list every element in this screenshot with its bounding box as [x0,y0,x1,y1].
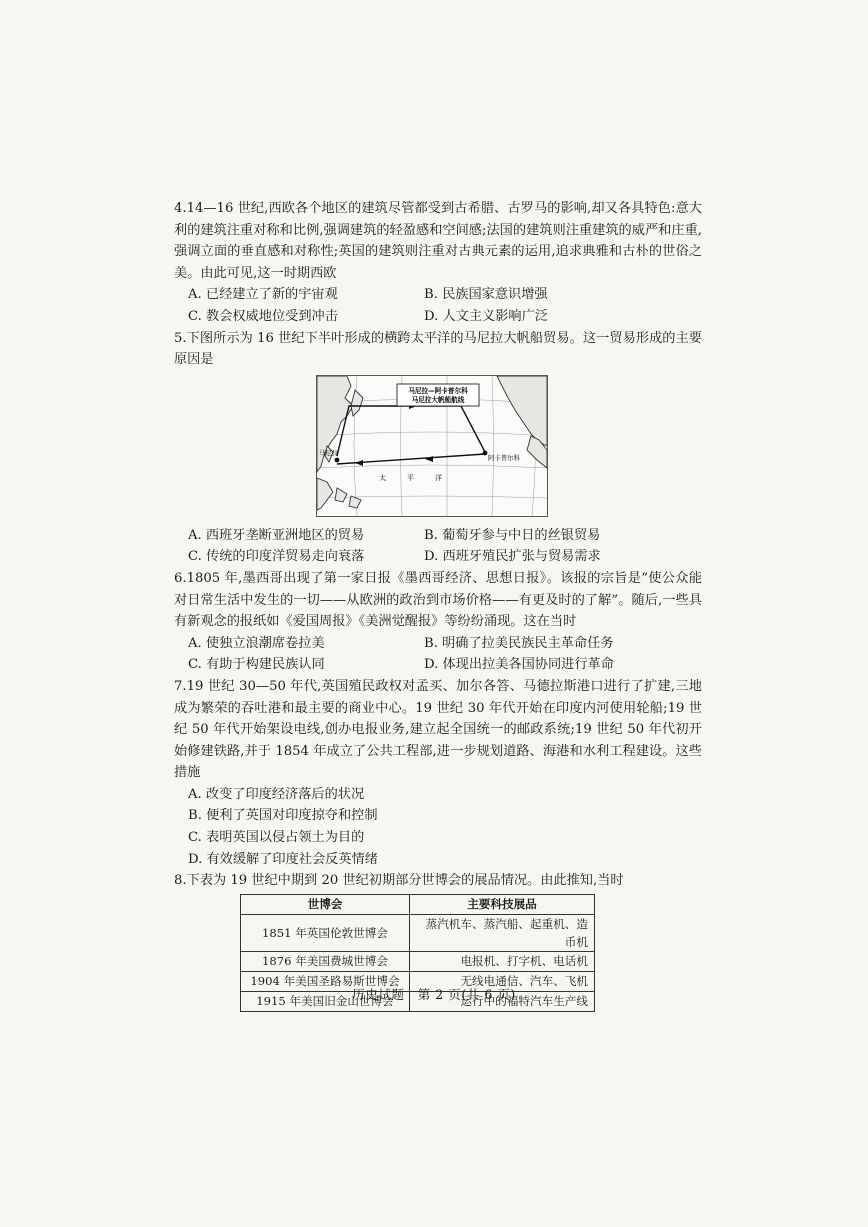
map-svg [317,376,547,516]
option-b: B. 明确了拉美民族民主革命任务 [424,635,614,651]
table-cell-exhibits: 无线电通信、汽车、飞机 [410,971,595,991]
table-row [241,951,595,971]
question-4-stem: 4.14—16 世纪,西欧各个地区的建筑尽管都受到古希腊、古罗马的影响,却又各具特色:意大利的建筑注重对称和比例,强调建筑的轻盈感和空间感;法国的建筑则注重建筑的威严和庄重,强调立面的垂直感和对称性;英国的建筑则注重对古典元素的运用,追求典雅和古朴的世俗之美。由此可见,这一时期西欧 [174,201,702,281]
option-c: C. 教会权威地位受到冲击 [188,308,338,324]
option-a: A. 使独立浪潮席卷拉美 [188,635,325,651]
option-a: A. 西班牙垄断亚洲地区的贸易 [188,527,365,543]
table-header-row [241,894,595,914]
table-cell-exhibits: 电报机、打字机、电话机 [410,951,595,971]
option-c: C. 表明英国以侵占领土为目的 [188,830,365,846]
question-6 [174,568,702,676]
table-cell-exhibits: 蒸汽机车、蒸汽船、起重机、造币机 [410,914,595,951]
map-label-ocean-3: 洋 [435,473,442,482]
route-arrows [355,403,433,466]
question-7-options [174,784,702,870]
option-b: B. 民族国家意识增强 [424,287,548,303]
table-cell-expo: 1904 年美国圣路易斯世博会 [241,971,410,991]
question-5 [174,328,702,568]
option-b: B. 葡萄牙参与中日的丝银贸易 [424,527,601,543]
table-cell-expo: 1851 年英国伦敦世博会 [241,914,410,951]
map-label-manila: 马尼拉 [319,448,339,457]
table-header-expo: 世博会 [241,894,410,914]
question-4 [174,198,702,328]
acapulco-marker [483,450,488,455]
option-a: A. 改变了印度经济落后的状况 [188,786,365,802]
table-cell-expo: 1876 年美国费城世博会 [241,951,410,971]
question-5-stem: 5.下图所示为 16 世纪下半叶形成的横跨太平洋的马尼拉大帆船贸易。这一贸易形成的主要原因是 [174,330,702,368]
question-6-stem: 6.1805 年,墨西哥出现了第一家日报《墨西哥经济、思想日报》。该报的宗旨是“使公众能对日常生活中发生的一切——从欧洲的政治到市场价格——有更及时的了解”。随后,一些具有新观念的报纸如《爱国周报》《美洲觉醒报》等纷纷涌现。这在当时 [174,570,702,630]
table-row [241,914,595,951]
galleon-route [337,406,485,464]
map-legend-line1: 马尼拉—阿卡普尔科 [408,386,468,395]
table-cell-expo: 1915 年美国旧金山世博会 [241,991,410,1011]
question-7-stem: 7.19 世纪 30—50 年代,英国殖民政权对孟买、加尔各答、马德拉斯港口进行了扩建,三地成为繁荣的吞吐港和最主要的商业中心。19 世纪 30 年代开始在印度内河使用轮船;19 世纪 50 年代开始架设电线,创办电报业务,建立起全国统一的邮政系统;19 世纪 50 年代初开始修建铁路,并于 1854 年成立了公共工程部,进一步规划道路、海港和水利工程建设。这些措施 [174,678,702,781]
table-header-exhibits: 主要科技展品 [410,894,595,914]
option-b: B. 便利了英国对印度掠夺和控制 [188,808,378,824]
map-label-ocean-2: 平 [407,473,414,482]
option-d: D. 人文主义影响广泛 [424,308,548,324]
table-cell-exhibits: 运行中的福特汽车生产线 [410,991,595,1011]
question-4-options [174,284,702,327]
question-content [174,198,702,1012]
galleon-trade-map [316,375,548,517]
option-d: D. 西班牙殖民扩张与贸易需求 [424,549,601,565]
map-label-acapulco: 阿卡普尔科 [488,453,520,462]
map-legend-line2: 马尼拉大帆船航线 [411,395,465,404]
question-8-stem: 8.下表为 19 世纪中期到 20 世纪初期部分世博会的展品情况。由此推知,当时 [174,873,624,889]
question-6-options [174,633,702,676]
option-c: C. 传统的印度洋贸易走向衰落 [188,549,365,565]
question-5-options [174,525,702,568]
manila-marker [335,457,340,462]
option-d: D. 体现出拉美各国协同进行革命 [424,657,614,673]
question-7 [174,676,702,870]
option-c: C. 有助于构建民族认同 [188,657,325,673]
map-label-ocean-1: 太 [379,473,386,482]
option-a: A. 已经建立了新的宇宙观 [188,287,338,303]
option-d: D. 有效缓解了印度社会反英情绪 [188,851,378,867]
page-footer: 历史试题 第 2 页(共 6 页) [352,987,516,1002]
